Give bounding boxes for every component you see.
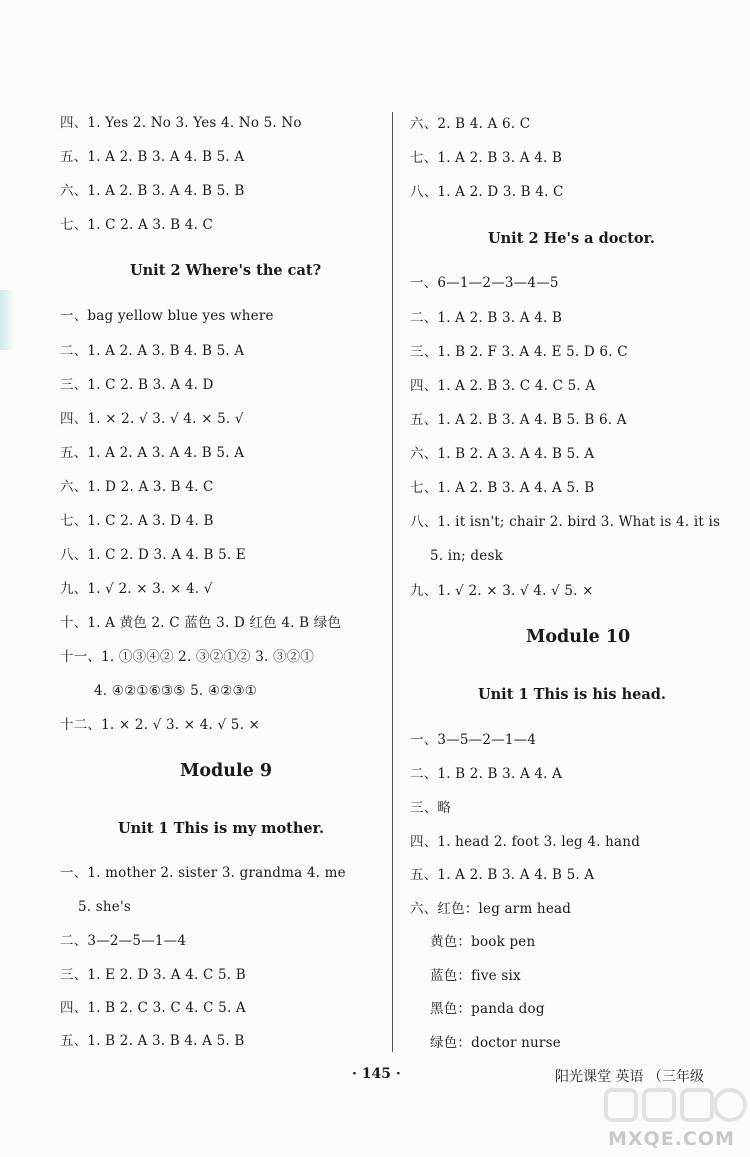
unit-heading: Unit 2 Where's the cat?	[130, 262, 322, 279]
answer-line: 六、1. A 2. B 3. A 4. B 5. B	[60, 183, 245, 199]
answer-line: 二、1. B 2. B 3. A 4. A	[410, 766, 563, 782]
answer-line: 七、1. A 2. B 3. A 4. B	[410, 150, 563, 166]
answer-line: 蓝色：five six	[430, 968, 521, 984]
answer-line: 一、bag yellow blue yes where	[60, 308, 274, 324]
answer-line: 八、1. A 2. D 3. B 4. C	[410, 184, 564, 200]
answer-line: 一、6—1—2—3—4—5	[410, 275, 559, 291]
answer-line: 二、3—2—5—1—4	[60, 933, 187, 949]
page-number: · 145 ·	[352, 1066, 401, 1082]
module-heading: Module 9	[180, 761, 273, 781]
unit-heading: Unit 1 This is my mother.	[118, 820, 325, 837]
answer-line: 四、1. × 2. √ 3. √ 4. × 5. √	[60, 411, 244, 427]
answer-line: 四、1. Yes 2. No 3. Yes 4. No 5. No	[60, 115, 302, 131]
answer-line: 六、1. D 2. A 3. B 4. C	[60, 479, 214, 495]
answer-line: 六、红色：leg arm head	[410, 901, 572, 917]
answer-line: 八、1. it isn't; chair 2. bird 3. What is 4. it is	[410, 514, 721, 530]
answer-line: 五、1. A 2. A 3. A 4. B 5. A	[60, 445, 245, 461]
answer-line: 四、1. B 2. C 3. C 4. C 5. A	[60, 1000, 246, 1016]
answer-line: 一、1. mother 2. sister 3. grandma 4. me	[60, 865, 346, 881]
answer-line: 5. in; desk	[430, 548, 503, 564]
answer-line: 一、3—5—2—1—4	[410, 732, 537, 748]
answer-line: 六、2. B 4. A 6. C	[410, 116, 531, 132]
unit-heading: Unit 1 This is his head.	[478, 686, 666, 703]
answer-line: 二、1. A 2. B 3. A 4. B	[410, 310, 563, 326]
answer-line: 十一、1. ①③④② 2. ③②①② 3. ③②①	[60, 649, 315, 665]
answer-line: 黑色：panda dog	[430, 1001, 545, 1017]
answer-line: 七、1. A 2. B 3. A 4. A 5. B	[410, 480, 595, 496]
answer-line: 五、1. A 2. B 3. A 4. B 5. A	[60, 149, 245, 165]
column-divider	[392, 112, 393, 1052]
answer-line: 绿色：doctor nurse	[430, 1035, 561, 1051]
answer-line: 十二、1. × 2. √ 3. × 4. √ 5. ×	[60, 717, 261, 733]
answer-line: 四、1. head 2. foot 3. leg 4. hand	[410, 834, 641, 850]
answer-line: 三、略	[410, 800, 452, 816]
module-heading: Module 10	[526, 627, 631, 647]
answer-line: 二、1. A 2. A 3. B 4. B 5. A	[60, 343, 245, 359]
answer-line: 九、1. √ 2. × 3. × 4. √	[60, 581, 213, 597]
answer-line: 七、1. C 2. A 3. D 4. B	[60, 513, 214, 529]
answer-line: 七、1. C 2. A 3. B 4. C	[60, 217, 214, 233]
answer-line: 三、1. B 2. F 3. A 4. E 5. D 6. C	[410, 344, 628, 360]
answer-line: 4. ④②①⑥③⑤ 5. ④②③①	[94, 683, 258, 699]
answer-line: 六、1. B 2. A 3. A 4. B 5. A	[410, 446, 595, 462]
answer-line: 五、1. B 2. A 3. B 4. A 5. B	[60, 1033, 245, 1049]
answer-line: 五、1. A 2. B 3. A 4. B 5. A	[410, 867, 595, 883]
answer-line: 黄色：book pen	[430, 934, 536, 950]
answer-line: 三、1. E 2. D 3. A 4. C 5. B	[60, 967, 246, 983]
answer-line: 八、1. C 2. D 3. A 4. B 5. E	[60, 547, 246, 563]
unit-heading: Unit 2 He's a doctor.	[488, 230, 655, 247]
answer-line: 十、1. A 黄色 2. C 蓝色 3. D 红色 4. B 绿色	[60, 615, 342, 631]
answer-line: 三、1. C 2. B 3. A 4. D	[60, 377, 214, 393]
answer-line: 四、1. A 2. B 3. C 4. C 5. A	[410, 378, 596, 394]
book-title: 阳光课堂 英语 （三年级	[555, 1069, 704, 1085]
watermark-text: MXQE.COM	[608, 1128, 735, 1150]
answer-line: 5. she's	[78, 899, 132, 915]
answer-line: 五、1. A 2. B 3. A 4. B 5. B 6. A	[410, 412, 627, 428]
scan-edge-tint	[0, 290, 14, 350]
answer-line: 九、1. √ 2. × 3. √ 4. √ 5. ×	[410, 583, 594, 599]
